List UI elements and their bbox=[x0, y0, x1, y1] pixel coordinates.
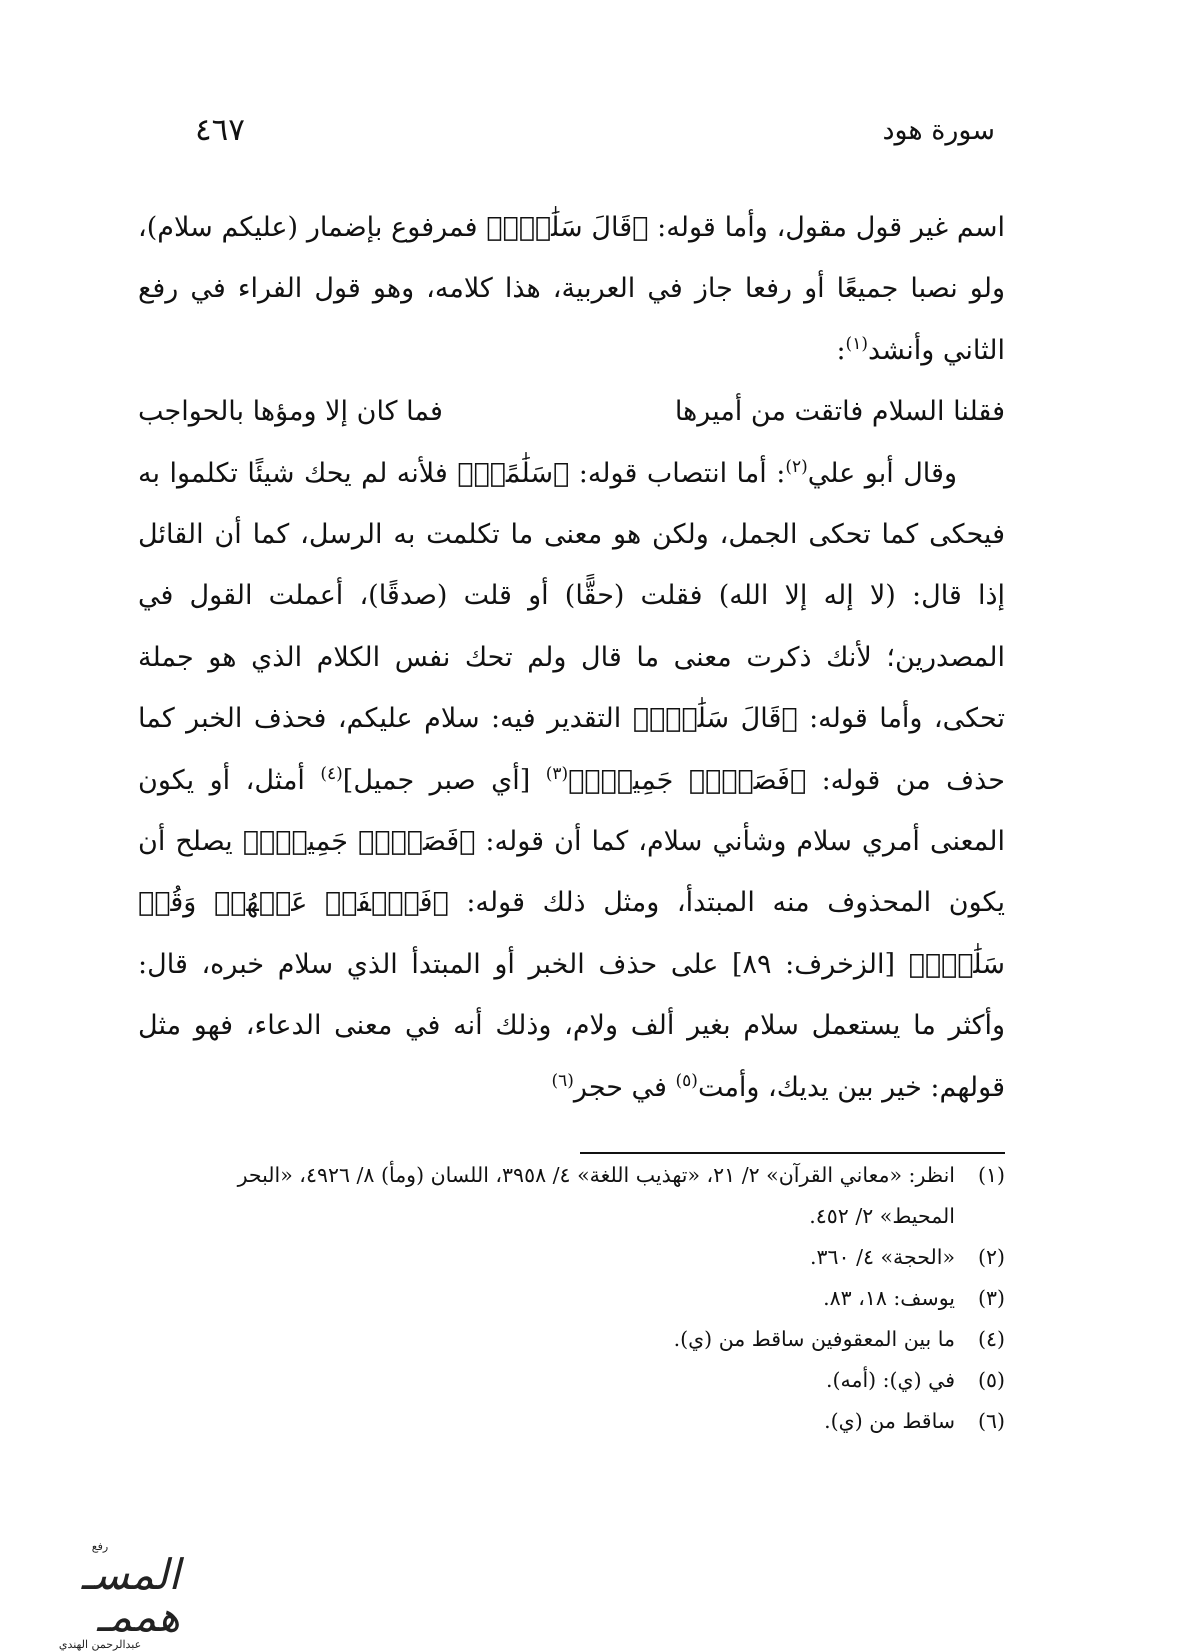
footnote bbox=[160, 1319, 1005, 1360]
paragraph-text: اسم غير قول مقول، وأما قوله: ﴿قَالَ سَلَٰمٌۖ﴾ فمرفوع بإضمار (عليكم سلام)، ولو نصبا جميعًا أو رفعا جاز في العربية، هذا كلامه، وهو قول الفراء في رفع الثاني وأنشد bbox=[138, 212, 1005, 366]
paragraph-text: أمثل، أو يكون المعنى أمري سلام وشأني سلام، كما أن قوله: ﴿فَصَبۡرٞ جَمِيلٞۖ﴾ يصلح أن يكون المحذوف منه المبتدأ، ومثل ذلك قوله: ﴿فَٱصۡفَحۡ عَنۡهُمۡ وَقُلۡ سَلَٰمٞۚ﴾ [الزخرف: ٨٩] على حذف الخبر أو المبتدأ الذي سلام خبره، قال: وأكثر ما يستعمل سلام بغير ألف ولام، وذلك أنه في معنى الدعاء، فهو مثل قولهم: خير بين يديك، وأمت bbox=[138, 764, 1005, 1103]
footnote-text: ما بين المعقوفين ساقط من (ي). bbox=[673, 1327, 955, 1351]
paragraph bbox=[138, 197, 1005, 381]
paragraph-text: في حجر bbox=[573, 1071, 676, 1103]
footnote-number: (٥) bbox=[977, 1368, 1005, 1392]
paragraph-text: وقال أبو علي bbox=[807, 457, 957, 489]
footnote-text: في (ي): (أمه). bbox=[825, 1368, 955, 1392]
page-number: ٤٦٧ bbox=[195, 112, 245, 148]
paragraph-text: [أي صبر جميل] bbox=[342, 764, 546, 796]
footnote-number: (٣) bbox=[977, 1286, 1005, 1310]
footnote-separator bbox=[580, 1152, 1005, 1154]
poetry-verse bbox=[138, 381, 1005, 442]
footnote-ref: (١) bbox=[845, 333, 868, 354]
paragraph bbox=[138, 443, 1005, 1118]
footnote-number: (١) bbox=[977, 1163, 1005, 1187]
footnote-text: يوسف: ١٨، ٨٣. bbox=[823, 1286, 955, 1310]
footnote-ref: (٢) bbox=[785, 456, 808, 477]
footnote-number: (٢) bbox=[977, 1245, 1005, 1269]
main-text bbox=[138, 197, 1005, 1118]
footnote-text: ساقط من (ي). bbox=[824, 1409, 955, 1433]
footnote-ref: (٦) bbox=[551, 1070, 574, 1091]
footnote-ref: (٥) bbox=[675, 1070, 698, 1091]
stamp-sub-text: عبدالرحمن الهندي bbox=[58, 1638, 142, 1651]
footnote bbox=[160, 1401, 1005, 1442]
verse-second-hemistich: فما كان إلا ومؤها بالحواجب bbox=[138, 396, 443, 428]
footnote bbox=[160, 1360, 1005, 1401]
footnote-ref: (٤) bbox=[320, 763, 343, 784]
footnote-number: (٦) bbox=[977, 1409, 1005, 1433]
paragraph-text: : أما انتصاب قوله: ﴿سَلَٰمًاۖ﴾ فلأنه لم يحك شيئًا تكلموا به فيحكى كما تحكى الجمل، ولكن هو معنى ما تكلمت به الرسل، كما أن القائل إذا قال: (لا إله إلا الله) فقلت (حقًّا) أو قلت (صدقًا)، أعملت القول في المصدرين؛ لأنك ذكرت معنى ما قال ولم تحك نفس الكلام الذي هو جملة تحكى، وأما قوله: ﴿قَالَ سَلَٰمٌۖ﴾ التقدير فيه: سلام عليكم، فحذف الخبر كما حذف من قوله: ﴿فَصَبۡرٞ جَمِيلٞۖ﴾ bbox=[138, 457, 1005, 796]
footnote bbox=[160, 1278, 1005, 1319]
page-header bbox=[195, 105, 995, 155]
stamp-top-text: رفع bbox=[91, 1540, 109, 1553]
footnotes bbox=[160, 1155, 1005, 1442]
footnote-ref: (٣) bbox=[545, 763, 569, 784]
footnote bbox=[160, 1155, 1005, 1237]
surah-name: سورة هود bbox=[882, 114, 995, 146]
library-stamp-logo bbox=[20, 1540, 180, 1651]
footnote bbox=[160, 1237, 1005, 1278]
footnote-text: «الحجة» ٤/ ٣٦٠. bbox=[809, 1245, 955, 1269]
footnote-number: (٤) bbox=[977, 1327, 1005, 1351]
verse-first-hemistich: فقلنا السلام فاتقت من أميرها bbox=[674, 396, 1005, 428]
paragraph-text: : bbox=[836, 334, 846, 366]
footnote-text: انظر: «معاني القرآن» ٢/ ٢١، «تهذيب اللغة» ٤/ ٣٩٥٨، اللسان (ومأ) ٨/ ٤٩٢٦، «البحر المحيط» ٢/ ٤٥٢. bbox=[237, 1163, 955, 1228]
stamp-main-text: المسـ هممـ bbox=[81, 1550, 180, 1641]
